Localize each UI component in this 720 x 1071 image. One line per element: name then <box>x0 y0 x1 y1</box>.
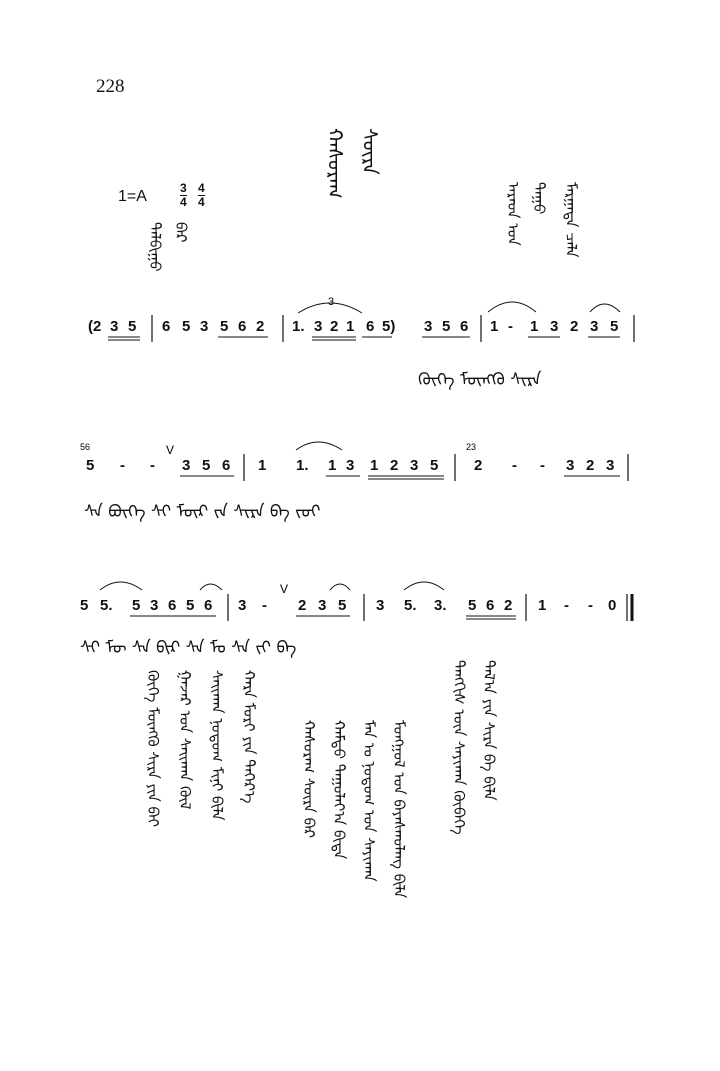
verse-column: ᠲᠡᠩᠭᠢᠰ ᠦᠨ ᠰᠠᠶᠢᠬᠠᠨ ᠬᠥᠪᠡᠭᠡ <box>450 660 468 835</box>
note: 3 <box>238 597 247 614</box>
verse-column: ᠮᠠᠨ ᠤ ᠨᠤᠲᠤᠭ ᠤᠨ ᠰᠠᠶᠢᠬᠠᠨ <box>360 720 378 882</box>
note: 2 <box>570 318 579 335</box>
note: 2 <box>330 318 339 335</box>
grace-note: 56 <box>80 442 91 452</box>
note: 3 <box>110 318 119 335</box>
note: 1. <box>292 318 305 335</box>
system-2 <box>80 442 628 481</box>
note: 5 <box>338 597 347 614</box>
note: 5) <box>382 318 396 335</box>
credit-lyricist: ᠠᠷᠠᠳ ᠤᠨ ᠳᠠᠭᠤ <box>504 182 548 246</box>
note: 6 <box>366 318 375 335</box>
grace-note: 23 <box>466 442 477 452</box>
page-number: 228 <box>96 76 125 97</box>
verse-column: ᠬᠠᠮᠲᠤ ᠳᠠᠭᠤᠯᠠᠶ᠎ᠠ ᠪᠢᠳᠡ <box>330 720 348 860</box>
note: 5 <box>186 597 195 614</box>
time-signature-b: 4 4 <box>198 181 205 209</box>
beam-lines <box>108 337 620 340</box>
note: 2 <box>504 597 513 614</box>
system-3 <box>80 582 632 621</box>
note: 5 <box>132 597 141 614</box>
note: - <box>262 597 267 614</box>
note: 3 <box>606 457 615 474</box>
note: 2 <box>586 457 595 474</box>
note: 3 <box>318 597 327 614</box>
note: 5 <box>86 457 95 474</box>
verse-column: ᠲᠠᠯ᠎ᠠ ᠶᠢᠨ ᠰᠢᠷᠡ ᠪᠡ ᠪᠢᠯᠡ <box>480 660 498 801</box>
note: - <box>564 597 569 614</box>
note: 6 <box>222 457 231 474</box>
slurs <box>298 302 620 313</box>
note: 3 <box>410 457 419 474</box>
note: - <box>508 318 513 335</box>
note: 5 <box>80 597 89 614</box>
note: 6 <box>486 597 495 614</box>
note: 1 <box>530 318 539 335</box>
note: 5 <box>442 318 451 335</box>
note: - <box>120 457 125 474</box>
verse-column: ᠬᠠᠷᠠ ᠮᠣᠷᠢ ᠶᠢᠨ ᠳᠡᠭᠡᠷ᠎ᠡ <box>240 670 258 804</box>
note: 5 <box>430 457 439 474</box>
note: - <box>150 457 155 474</box>
breath-mark: V <box>280 582 289 596</box>
triplet-mark: 3 <box>328 296 335 308</box>
note: 2 <box>390 457 399 474</box>
verse-column: ᠰᠠᠢᠬᠠᠨ ᠨᠤᠲᠤᠭ ᠮᠢᠨᠢ ᠪᠢᠯᠡ <box>208 670 226 821</box>
note: 1 <box>258 457 267 474</box>
time-signature-a: 3 4 <box>180 181 187 209</box>
note: 6 <box>238 318 247 335</box>
beam-lines <box>180 476 620 479</box>
tempo-marking: ᠲᠠᠯᠪᠢᠭᠤ ᠪᠡᠷ <box>146 222 190 272</box>
key-signature: 1=A <box>118 188 147 205</box>
note: 1 <box>538 597 547 614</box>
note: 3 <box>346 457 355 474</box>
verse-column: ᠬᠠᠰᠤᠷᠠᠭ ᠰᠦᠷᠡ ᠪᠠᠷ <box>300 720 318 839</box>
note: 2 <box>474 457 483 474</box>
verse-column: ᠬᠥᠬᠡ ᠮᠥᠩᠭᠦ ᠰᠢᠷᠡ ᠶᠢᠨ ᠪᠠᠢ <box>144 670 162 827</box>
note: 5 <box>182 318 191 335</box>
note: 2 <box>298 597 307 614</box>
note: - <box>588 597 593 614</box>
breath-mark: V <box>166 443 175 457</box>
note: 3 <box>150 597 159 614</box>
note: 5 <box>610 318 619 335</box>
note: 5 <box>202 457 211 474</box>
title: ᠬᠠᠰᠤᠷᠠᠭ ᠰᠦᠷᠡ <box>323 128 382 199</box>
lyrics-line-3: ᠰᠢ ᠮᠥ ᠰᠡ ᠪᠢᠷ ᠰᠠ ᠮᠤ ᠰᠡ ᠵᠢ ᠪᠡ <box>80 638 297 658</box>
note: - <box>512 457 517 474</box>
note: 6 <box>460 318 469 335</box>
note: 3 <box>314 318 323 335</box>
note: 5 <box>220 318 229 335</box>
note: 5. <box>100 597 113 614</box>
lyrics-line-2: ᠰᠡ ᠪᠥᠬᠡ ᠰᠢ ᠮᠥᠷ ᠵᠡ ᠰᠢᠷᠡ ᠪᠡ ᠵᠤᠢ <box>84 502 321 522</box>
beam-lines <box>130 616 516 619</box>
note: 3 <box>200 318 209 335</box>
note: 5 <box>128 318 137 335</box>
note: 6 <box>168 597 177 614</box>
note: (2 <box>88 318 102 335</box>
credit-composer: ᠮᠠᠷᠭᠠᠲᠠ ᠴᠡᠯᠡ <box>562 182 580 258</box>
note: 3 <box>424 318 433 335</box>
note: 1 <box>328 457 337 474</box>
note: 1. <box>296 457 309 474</box>
note: 3. <box>434 597 447 614</box>
note: 2 <box>256 318 265 335</box>
note: 6 <box>204 597 213 614</box>
note: 3 <box>550 318 559 335</box>
verse-column: ᠭᠠᠵᠠᠷ ᠤᠨ ᠰᠠᠢᠬᠠᠨ ᠬᠥᠯ <box>176 670 194 810</box>
slurs <box>296 442 342 450</box>
note: 5 <box>468 597 477 614</box>
note: 3 <box>566 457 575 474</box>
system-1 <box>88 296 634 342</box>
note: 1 <box>346 318 355 335</box>
note: 3 <box>376 597 385 614</box>
note: 5. <box>404 597 417 614</box>
slurs <box>100 582 444 590</box>
note: 6 <box>162 318 171 335</box>
note: 3 <box>182 457 191 474</box>
verse-column: ᠮᠣᠩᠭᠣᠯ ᠤᠨ ᠪᠠᠶᠠᠰᠬᠤᠯᠠᠩ ᠪᠢᠯᠡ <box>390 720 408 899</box>
note: - <box>540 457 545 474</box>
lyrics-line-1: ᠬᠥᠬᠡ ᠮᠥᠩᠭᠦ ᠰᠢᠷᠡ <box>418 370 542 390</box>
note: 1 <box>490 318 499 335</box>
note: 3 <box>590 318 599 335</box>
note: 0 <box>608 597 617 614</box>
note: 1 <box>370 457 379 474</box>
